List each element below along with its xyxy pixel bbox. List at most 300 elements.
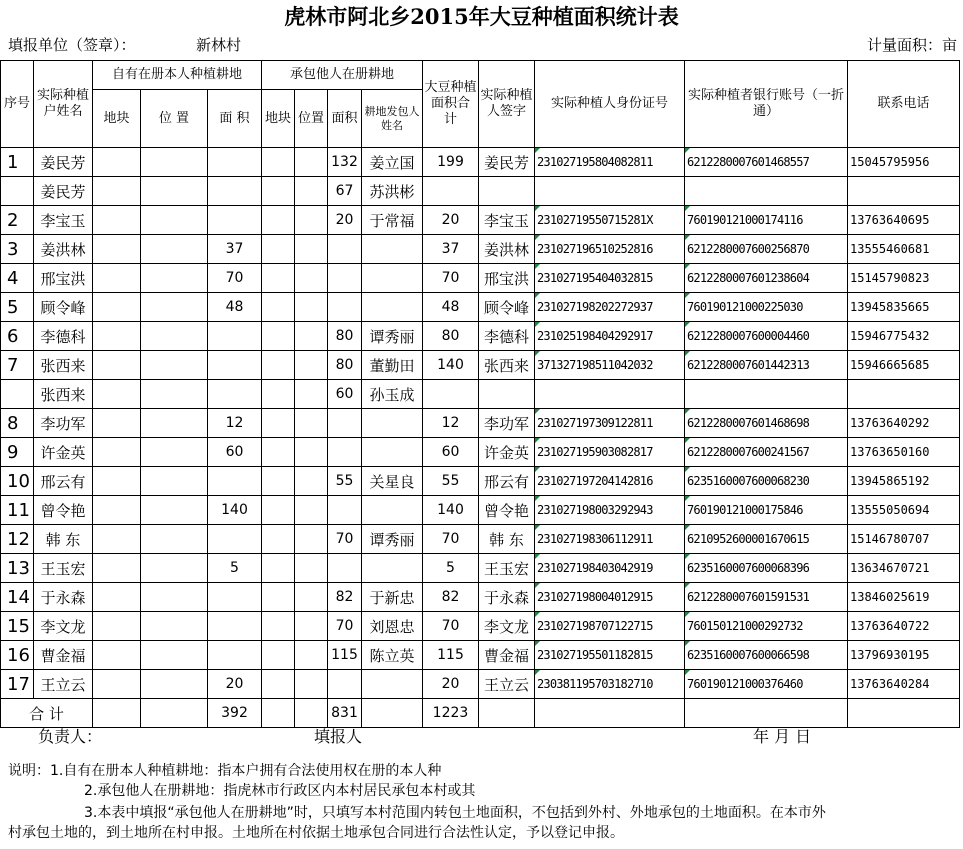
row-signature: 王立云 [479, 670, 535, 699]
row-phone: 13763640292 [848, 409, 960, 438]
row-name: 姜民芳 [34, 148, 93, 177]
row-own-area [208, 583, 262, 612]
unit-value: 新林村 [196, 36, 242, 54]
row-contract-location [295, 177, 328, 206]
row-own-location [141, 293, 208, 322]
row-seq: 7 [1, 351, 34, 380]
row-own-location [141, 351, 208, 380]
row-phone [848, 177, 960, 206]
row-seq: 5 [1, 293, 34, 322]
row-bank-account: 6212280007601442313 [685, 351, 848, 380]
totals-bank [685, 699, 848, 728]
row-own-plot [93, 670, 141, 699]
header-contract-group: 承包他人在册耕地 [262, 61, 423, 90]
row-own-location [141, 235, 208, 264]
row-contract-plot [262, 438, 295, 467]
row-bank-account: 760190121000225030 [685, 293, 848, 322]
row-bank-account: 6212280007600256870 [685, 235, 848, 264]
row-own-area [208, 525, 262, 554]
row-own-location [141, 148, 208, 177]
row-own-plot [93, 264, 141, 293]
row-own-plot [93, 612, 141, 641]
row-contract-area: 80 [328, 351, 362, 380]
row-id-number: 231027198003292943 [535, 496, 685, 525]
row-signature [479, 177, 535, 206]
row-contract-plot [262, 148, 295, 177]
row-contract-location [295, 467, 328, 496]
row-contract-owner [362, 496, 423, 525]
row-own-area: 20 [208, 670, 262, 699]
row-contract-area: 115 [328, 641, 362, 670]
row-name: 曾令艳 [34, 496, 93, 525]
row-phone: 15145790823 [848, 264, 960, 293]
row-contract-owner: 刘恩忠 [362, 612, 423, 641]
row-contract-owner [362, 264, 423, 293]
row-bank-account: 6212280007600241567 [685, 438, 848, 467]
row-contract-owner: 关星良 [362, 467, 423, 496]
row-contract-area [328, 264, 362, 293]
row-contract-area [328, 293, 362, 322]
note-4: 村承包土地的，到土地所在村申报。土地所在村依据土地承包合同进行合法性认定，予以登记申报。 [8, 825, 624, 841]
row-own-area [208, 148, 262, 177]
filler-label: 填报人 [314, 727, 363, 746]
row-phone: 13763640284 [848, 670, 960, 699]
row-seq: 11 [1, 496, 34, 525]
row-contract-plot [262, 235, 295, 264]
row-soy-total: 55 [423, 467, 479, 496]
table-row [1, 670, 960, 699]
row-contract-location [295, 612, 328, 641]
row-own-plot [93, 438, 141, 467]
row-seq: 15 [1, 612, 34, 641]
row-id-number: 231027198707122715 [535, 612, 685, 641]
row-id-number: 231027198306112911 [535, 525, 685, 554]
row-signature: 邢宝洪 [479, 264, 535, 293]
table-row [1, 409, 960, 438]
row-own-location [141, 264, 208, 293]
totals-soy-total: 1223 [423, 699, 479, 728]
row-bank-account: 760190121000174116 [685, 206, 848, 235]
row-contract-area: 70 [328, 612, 362, 641]
row-soy-total [423, 380, 479, 409]
row-signature: 李文龙 [479, 612, 535, 641]
row-contract-plot [262, 264, 295, 293]
row-signature: 许金英 [479, 438, 535, 467]
header-household: 实际种植户姓名 [34, 61, 93, 148]
header-phone: 联系电话 [848, 61, 960, 148]
row-phone: 15946775432 [848, 322, 960, 351]
note-3: 3.本表中填报“承包他人在册耕地”时，只填写本村范围内转包土地面积，不包括到外村、外地承包的土地面积。在本市外 [84, 805, 826, 821]
row-name: 李功军 [34, 409, 93, 438]
header-contract-location: 位置 [295, 90, 328, 148]
row-soy-total: 140 [423, 496, 479, 525]
totals-row [1, 699, 960, 728]
row-contract-plot [262, 380, 295, 409]
totals-contract-location [295, 699, 328, 728]
row-seq [1, 177, 34, 206]
row-contract-plot [262, 177, 295, 206]
row-contract-area [328, 554, 362, 583]
table-row [1, 235, 960, 264]
row-contract-owner: 陈立英 [362, 641, 423, 670]
row-name: 许金英 [34, 438, 93, 467]
row-signature: 曾令艳 [479, 496, 535, 525]
row-signature: 王玉宏 [479, 554, 535, 583]
row-soy-total: 82 [423, 583, 479, 612]
row-contract-location [295, 583, 328, 612]
row-signature: 于永森 [479, 583, 535, 612]
row-contract-area: 67 [328, 177, 362, 206]
row-name: 姜洪林 [34, 235, 93, 264]
row-contract-location [295, 496, 328, 525]
row-contract-location [295, 409, 328, 438]
table-row [1, 177, 960, 206]
row-own-plot [93, 496, 141, 525]
row-signature: 韩 东 [479, 525, 535, 554]
measure-unit: 计量面积：亩 [866, 36, 957, 54]
row-id-number: 231027198004012915 [535, 583, 685, 612]
row-seq: 13 [1, 554, 34, 583]
row-seq: 14 [1, 583, 34, 612]
table-row [1, 351, 960, 380]
row-name: 韩 东 [34, 525, 93, 554]
row-contract-location [295, 380, 328, 409]
row-own-location [141, 670, 208, 699]
row-own-area [208, 641, 262, 670]
row-soy-total: 80 [423, 322, 479, 351]
row-contract-location [295, 351, 328, 380]
row-contract-owner: 苏洪彬 [362, 177, 423, 206]
row-own-area [208, 467, 262, 496]
row-name: 李德科 [34, 322, 93, 351]
row-own-location [141, 206, 208, 235]
row-bank-account: 6210952600001670615 [685, 525, 848, 554]
row-signature: 曹金福 [479, 641, 535, 670]
row-bank-account [685, 380, 848, 409]
row-contract-plot [262, 554, 295, 583]
row-id-number [535, 177, 685, 206]
row-own-plot [93, 148, 141, 177]
row-soy-total: 70 [423, 612, 479, 641]
row-name: 顾令峰 [34, 293, 93, 322]
row-contract-location [295, 525, 328, 554]
row-name: 张西来 [34, 380, 93, 409]
row-own-location [141, 438, 208, 467]
row-soy-total: 199 [423, 148, 479, 177]
row-soy-total: 5 [423, 554, 479, 583]
header-own-area: 面 积 [208, 90, 262, 148]
row-soy-total [423, 177, 479, 206]
row-contract-plot [262, 583, 295, 612]
row-bank-account: 6235160007600068396 [685, 554, 848, 583]
row-name: 邢云有 [34, 467, 93, 496]
row-bank-account: 6212280007600004460 [685, 322, 848, 351]
table-row [1, 583, 960, 612]
row-own-location [141, 177, 208, 206]
row-contract-area: 20 [328, 206, 362, 235]
row-contract-location [295, 670, 328, 699]
row-contract-plot [262, 670, 295, 699]
row-contract-plot [262, 322, 295, 351]
row-soy-total: 37 [423, 235, 479, 264]
row-contract-area: 55 [328, 467, 362, 496]
row-seq: 12 [1, 525, 34, 554]
row-own-area: 12 [208, 409, 262, 438]
row-own-plot [93, 409, 141, 438]
row-own-plot [93, 206, 141, 235]
table-row [1, 525, 960, 554]
row-bank-account: 6235160007600066598 [685, 641, 848, 670]
row-contract-area [328, 496, 362, 525]
row-contract-owner: 于常福 [362, 206, 423, 235]
row-soy-total: 48 [423, 293, 479, 322]
row-own-location [141, 409, 208, 438]
row-contract-plot [262, 641, 295, 670]
row-bank-account: 6212280007601591531 [685, 583, 848, 612]
row-contract-owner: 谭秀丽 [362, 525, 423, 554]
row-contract-location [295, 235, 328, 264]
row-signature: 张西来 [479, 351, 535, 380]
row-name: 李宝玉 [34, 206, 93, 235]
row-contract-owner: 姜立国 [362, 148, 423, 177]
row-seq: 9 [1, 438, 34, 467]
table-row [1, 438, 960, 467]
row-contract-area: 82 [328, 583, 362, 612]
row-own-plot [93, 641, 141, 670]
row-own-plot [93, 293, 141, 322]
row-signature: 姜民芳 [479, 148, 535, 177]
row-bank-account [685, 177, 848, 206]
row-id-number: 231027197309122811 [535, 409, 685, 438]
header-id: 实际种植人身份证号 [535, 61, 685, 148]
row-own-area: 60 [208, 438, 262, 467]
totals-id [535, 699, 685, 728]
row-seq [1, 380, 34, 409]
totals-contract-area: 831 [328, 699, 362, 728]
header-own-group: 自有在册本人种植耕地 [93, 61, 262, 90]
row-name: 李文龙 [34, 612, 93, 641]
row-own-area: 5 [208, 554, 262, 583]
row-contract-plot [262, 467, 295, 496]
row-signature [479, 380, 535, 409]
row-bank-account: 760150121000292732 [685, 612, 848, 641]
row-own-plot [93, 583, 141, 612]
row-own-area: 37 [208, 235, 262, 264]
row-own-location [141, 496, 208, 525]
row-own-area [208, 177, 262, 206]
responsible-label: 负责人： [38, 727, 103, 746]
row-soy-total: 70 [423, 525, 479, 554]
row-contract-owner [362, 670, 423, 699]
row-contract-plot [262, 293, 295, 322]
row-soy-total: 140 [423, 351, 479, 380]
row-phone: 15045795956 [848, 148, 960, 177]
row-id-number: 371327198511042032 [535, 351, 685, 380]
header-contract-plot: 地块 [262, 90, 295, 148]
row-id-number: 231027198403042919 [535, 554, 685, 583]
row-own-area: 48 [208, 293, 262, 322]
row-phone: 13555460681 [848, 235, 960, 264]
row-contract-location [295, 264, 328, 293]
table-row [1, 554, 960, 583]
totals-label: 合 计 [1, 699, 93, 728]
soybean-table [0, 60, 960, 728]
row-soy-total: 115 [423, 641, 479, 670]
table-row [1, 641, 960, 670]
note-1: 说明：1.自有在册本人种植耕地：指本户拥有合法使用权在册的本人种 [8, 763, 442, 779]
totals-contract-plot [262, 699, 295, 728]
row-signature: 邢云有 [479, 467, 535, 496]
row-own-plot [93, 380, 141, 409]
unit-label: 填报单位（签章）： [8, 36, 136, 54]
row-contract-location [295, 148, 328, 177]
row-own-location [141, 322, 208, 351]
row-id-number: 231025198404292917 [535, 322, 685, 351]
row-soy-total: 70 [423, 264, 479, 293]
row-id-number: 231027195804082811 [535, 148, 685, 177]
row-contract-owner: 孙玉成 [362, 380, 423, 409]
row-seq: 16 [1, 641, 34, 670]
row-contract-area: 80 [328, 322, 362, 351]
row-seq: 4 [1, 264, 34, 293]
table-row [1, 206, 960, 235]
table-row [1, 264, 960, 293]
row-contract-location [295, 293, 328, 322]
row-contract-area [328, 670, 362, 699]
row-bank-account: 760190121000175846 [685, 496, 848, 525]
row-own-area [208, 380, 262, 409]
row-name: 王玉宏 [34, 554, 93, 583]
row-contract-location [295, 554, 328, 583]
row-name: 邢宝洪 [34, 264, 93, 293]
row-contract-plot [262, 351, 295, 380]
page-title: 虎林市阿北乡2015年大豆种植面积统计表 [284, 4, 679, 29]
row-id-number: 231027196510252816 [535, 235, 685, 264]
date-label: 年 月 日 [753, 727, 812, 746]
row-contract-plot [262, 496, 295, 525]
header-bank: 实际种植者银行账号（一折通） [685, 61, 848, 148]
row-own-area [208, 322, 262, 351]
row-bank-account: 6212280007601468698 [685, 409, 848, 438]
row-contract-area [328, 409, 362, 438]
header-own-location: 位 置 [141, 90, 208, 148]
row-own-location [141, 554, 208, 583]
row-own-plot [93, 351, 141, 380]
table-row [1, 148, 960, 177]
note-2: 2.承包他人在册耕地：指虎林市行政区内本村居民承包本村或其 [84, 783, 476, 799]
row-contract-area [328, 438, 362, 467]
table-row [1, 612, 960, 641]
row-phone: 13846025619 [848, 583, 960, 612]
table-row [1, 496, 960, 525]
row-seq: 8 [1, 409, 34, 438]
row-soy-total: 20 [423, 206, 479, 235]
row-own-area [208, 206, 262, 235]
row-contract-location [295, 641, 328, 670]
row-id-number: 231027198202272937 [535, 293, 685, 322]
totals-contract-owner [362, 699, 423, 728]
row-name: 于永森 [34, 583, 93, 612]
row-contract-owner [362, 235, 423, 264]
table-row [1, 322, 960, 351]
row-seq: 17 [1, 670, 34, 699]
row-contract-location [295, 438, 328, 467]
row-id-number: 231027195903082817 [535, 438, 685, 467]
row-phone: 13763640695 [848, 206, 960, 235]
row-contract-area: 60 [328, 380, 362, 409]
row-contract-plot [262, 525, 295, 554]
row-signature: 李德科 [479, 322, 535, 351]
row-own-plot [93, 467, 141, 496]
row-phone [848, 380, 960, 409]
totals-signature [479, 699, 535, 728]
row-id-number: 23102719550715281X [535, 206, 685, 235]
row-name: 王立云 [34, 670, 93, 699]
row-signature: 李功军 [479, 409, 535, 438]
row-seq: 2 [1, 206, 34, 235]
row-contract-plot [262, 206, 295, 235]
row-own-location [141, 583, 208, 612]
row-phone: 15146780707 [848, 525, 960, 554]
row-phone: 13555050694 [848, 496, 960, 525]
row-id-number: 231027195404032815 [535, 264, 685, 293]
table-row [1, 293, 960, 322]
row-signature: 李宝玉 [479, 206, 535, 235]
row-contract-owner: 谭秀丽 [362, 322, 423, 351]
row-contract-area: 70 [328, 525, 362, 554]
row-signature: 顾令峰 [479, 293, 535, 322]
row-own-plot [93, 235, 141, 264]
totals-phone [848, 699, 960, 728]
header-contract-owner: 耕地发包人姓名 [362, 90, 423, 148]
row-own-plot [93, 525, 141, 554]
row-own-plot [93, 177, 141, 206]
header-seq: 序号 [1, 61, 34, 148]
row-soy-total: 60 [423, 438, 479, 467]
totals-own-area: 392 [208, 699, 262, 728]
row-own-location [141, 380, 208, 409]
row-own-location [141, 525, 208, 554]
row-phone: 13763640722 [848, 612, 960, 641]
row-seq: 1 [1, 148, 34, 177]
totals-own-plot [93, 699, 141, 728]
header-soy-area: 大豆种植面积合 计 [423, 61, 479, 148]
row-own-area: 70 [208, 264, 262, 293]
row-contract-location [295, 206, 328, 235]
row-contract-plot [262, 612, 295, 641]
row-id-number: 231027197204142816 [535, 467, 685, 496]
row-contract-plot [262, 409, 295, 438]
table-row [1, 380, 960, 409]
row-contract-owner: 于新忠 [362, 583, 423, 612]
header-contract-area: 面积 [328, 90, 362, 148]
header-signature: 实际种植人签字 [479, 61, 535, 148]
row-contract-owner [362, 293, 423, 322]
header-own-plot: 地块 [93, 90, 141, 148]
row-own-location [141, 467, 208, 496]
row-bank-account: 6212280007601238604 [685, 264, 848, 293]
row-own-area: 140 [208, 496, 262, 525]
row-contract-area: 132 [328, 148, 362, 177]
row-bank-account: 6212280007601468557 [685, 148, 848, 177]
row-own-area [208, 351, 262, 380]
row-contract-owner [362, 438, 423, 467]
row-phone: 15946665685 [848, 351, 960, 380]
row-seq: 10 [1, 467, 34, 496]
row-phone: 13796930195 [848, 641, 960, 670]
row-contract-owner [362, 554, 423, 583]
row-contract-owner: 董勤田 [362, 351, 423, 380]
